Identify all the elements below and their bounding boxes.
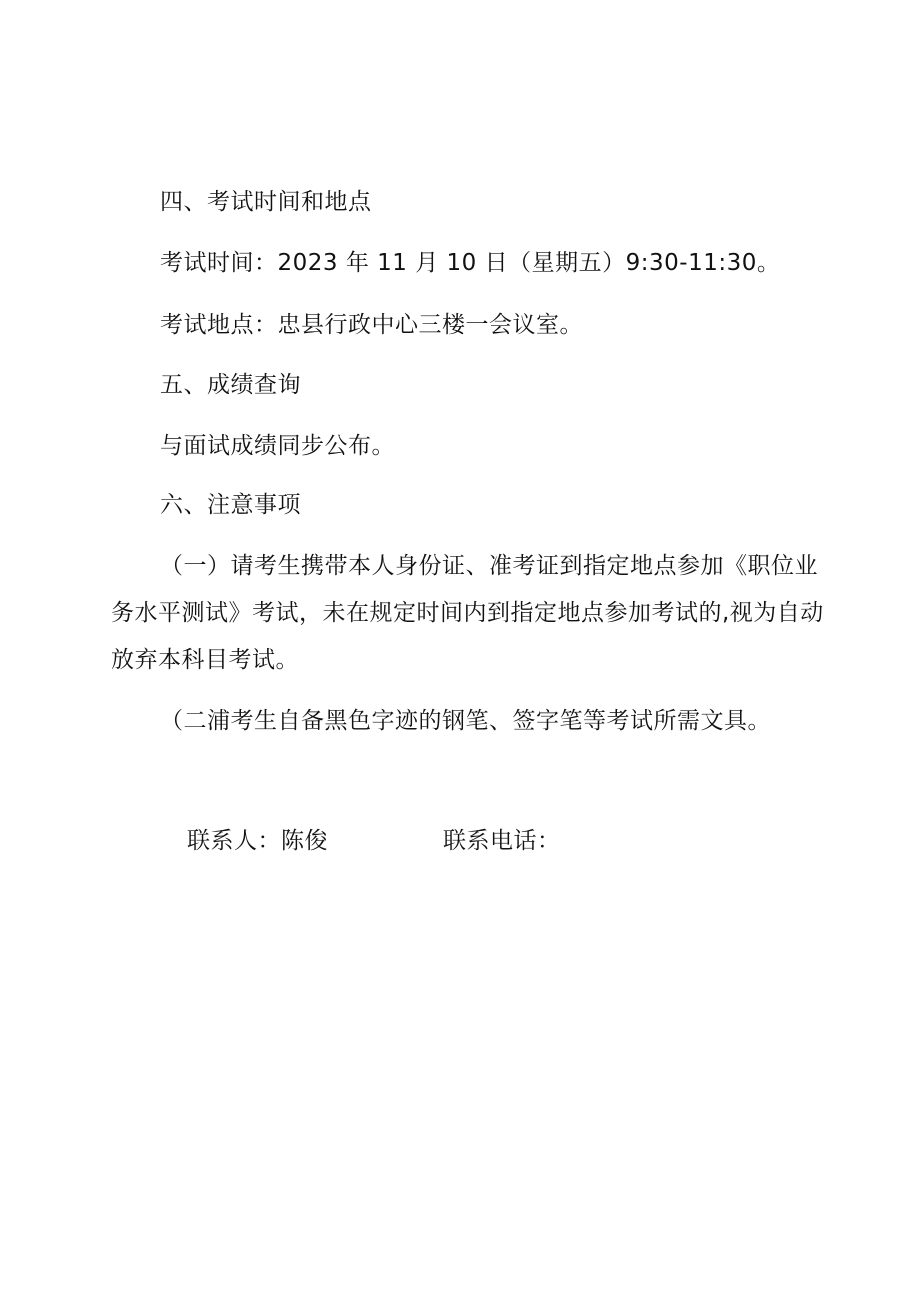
- contact-phone: 联系电话：: [443, 828, 561, 854]
- section6-heading: 六、注意事项: [160, 492, 301, 518]
- notice-item1-line2: 务水平测试》考试，未在规定时间内到指定地点参加考试的,视为自动: [111, 600, 824, 626]
- score-query-text: 与面试成绩同步公布。: [160, 433, 395, 459]
- section4-heading: 四、考试时间和地点: [160, 189, 372, 215]
- notice-item1-line1: （一）请考生携带本人身份证、准考证到指定地点参加《职位业: [160, 553, 818, 579]
- section5-heading: 五、成绩查询: [160, 372, 301, 398]
- notice-item2: （二浦考生自备黑色字迹的钢笔、签字笔等考试所需文具。: [160, 708, 771, 734]
- notice-item1-line3: 放弃本科目考试。: [111, 647, 299, 673]
- exam-place: 考试地点：忠县行政中心三楼一会议室。: [160, 312, 583, 338]
- contact-person: 联系人：陈俊: [187, 828, 328, 854]
- exam-time: 考试时间：2023 年 11 月 10 日（星期五）9:30-11:30。: [160, 250, 781, 276]
